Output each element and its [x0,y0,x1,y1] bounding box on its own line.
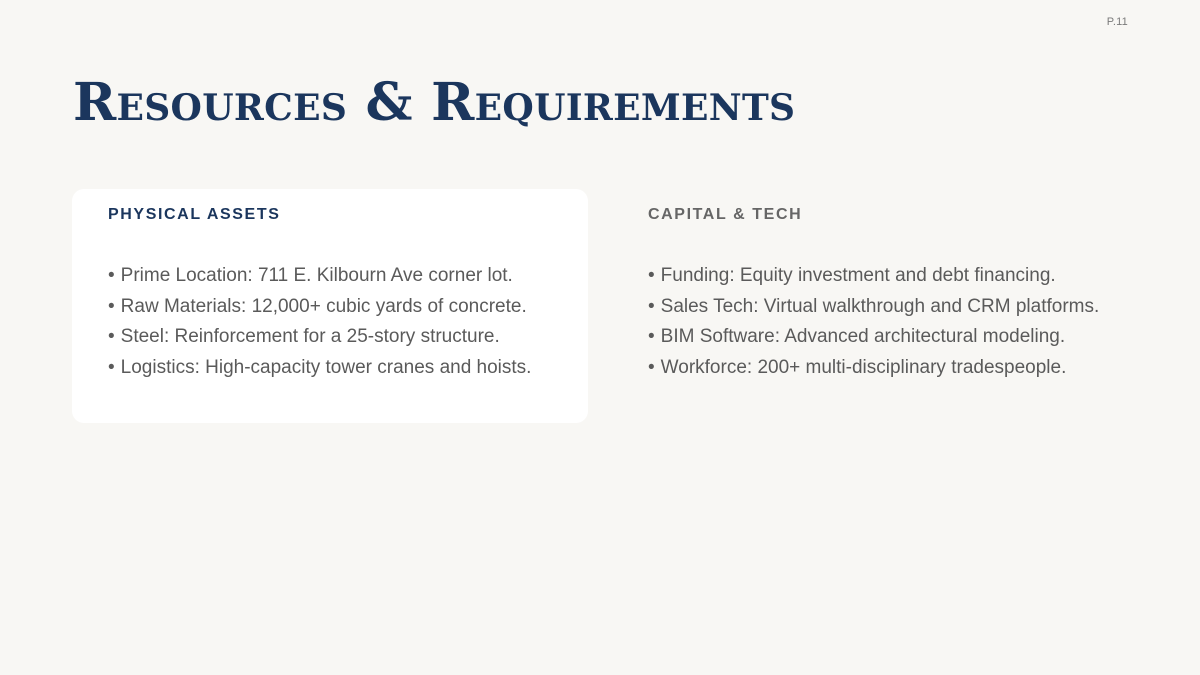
physical-assets-heading: PHYSICAL ASSETS [108,206,281,223]
capital-tech-section [648,205,1128,384]
list-item [108,261,578,292]
bullet-icon: • [108,357,115,379]
bullet-icon: • [108,326,115,348]
capital-tech-heading: CAPITAL & TECH [648,206,803,223]
list-item [108,292,578,323]
list-item-text: Workforce: 200+ multi-disciplinary tradespeople. [660,357,1067,379]
page-title: Resources & Requirements [73,72,796,133]
bullet-icon: • [648,357,655,379]
bullet-icon: • [648,295,655,317]
list-item-text: Raw Materials: 12,000+ cubic yards of concrete. [120,295,527,317]
bullet-icon: • [648,326,655,348]
list-item-text: Sales Tech: Virtual walkthrough and CRM platforms. [660,295,1100,317]
bullet-icon: • [648,265,655,286]
list-item-text: Funding: Equity investment and debt financing. [660,265,1056,286]
list-item-text: Steel: Reinforcement for a 25-story structure. [120,326,500,348]
physical-assets-list [108,261,578,384]
list-item [108,353,578,384]
bullet-icon: • [108,295,115,317]
list-item [648,322,1128,353]
page-number: P.11 [1106,16,1128,28]
list-item [648,261,1128,292]
list-item-text: Logistics: High-capacity tower cranes and hoists. [120,357,532,379]
bullet-icon: • [108,265,115,286]
list-item [648,292,1128,323]
list-item-text: Prime Location: 711 E. Kilbourn Ave corner lot. [120,265,513,286]
physical-assets-section [108,205,578,384]
list-item [108,322,578,353]
list-item-text: BIM Software: Advanced architectural modeling. [660,326,1066,348]
capital-tech-list [648,261,1128,384]
list-item [648,353,1128,384]
